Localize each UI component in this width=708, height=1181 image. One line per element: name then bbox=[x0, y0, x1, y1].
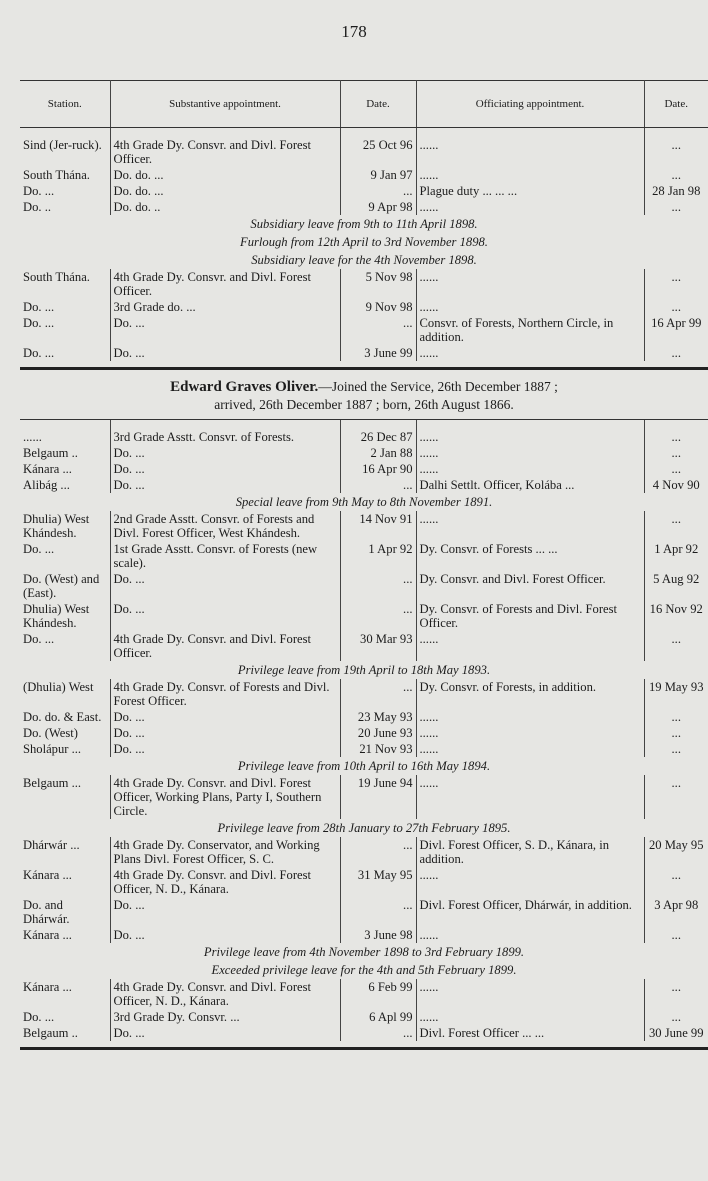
table-row bbox=[20, 445, 708, 461]
substantive-cell: Do. ... bbox=[110, 345, 340, 361]
officiating-date-cell: ... bbox=[671, 446, 681, 460]
leave-note-text: Special leave from 9th May to 8th November 1891. bbox=[235, 495, 493, 509]
substantive-cell: Do. ... bbox=[110, 477, 340, 493]
station-cell: South Thána. bbox=[20, 167, 110, 183]
date-cell: 31 May 95 bbox=[340, 867, 416, 897]
service-record bbox=[20, 80, 708, 1058]
officiating-cell: ...... bbox=[416, 345, 644, 361]
officiating-date-cell: ... bbox=[671, 632, 681, 646]
date-cell: ... bbox=[340, 315, 416, 345]
officiating-cell: ...... bbox=[416, 867, 644, 897]
substantive-cell: 4th Grade Dy. Consvr. of Forests and Divl. Forest Officer. bbox=[110, 679, 340, 709]
officiating-cell: ...... bbox=[416, 420, 644, 445]
officiating-date-cell: 20 May 95 bbox=[648, 838, 704, 852]
officiating-date-cell: ... bbox=[671, 200, 681, 214]
station-cell: Do. (West) and (East). bbox=[20, 571, 110, 601]
section1-body bbox=[20, 128, 708, 362]
substantive-cell: 3rd Grade Dy. Consvr. ... bbox=[110, 1009, 340, 1025]
officiating-date-cell: ... bbox=[671, 742, 681, 756]
officiating-date-cell: ... bbox=[671, 980, 681, 994]
table-row bbox=[20, 183, 708, 199]
officiating-cell: ...... bbox=[416, 1009, 644, 1025]
date-cell: 23 May 93 bbox=[340, 709, 416, 725]
header-date: Date. bbox=[340, 81, 416, 128]
officiating-cell: ...... bbox=[416, 927, 644, 943]
date-cell: 25 Oct 96 bbox=[340, 128, 416, 168]
substantive-cell: Do. ... bbox=[110, 725, 340, 741]
leave-note bbox=[20, 233, 708, 251]
substantive-cell: Do. do. .. bbox=[110, 199, 340, 215]
station-cell: Do. ... bbox=[20, 299, 110, 315]
station-cell: Do. ... bbox=[20, 541, 110, 571]
substantive-cell: 2nd Grade Asstt. Consvr. of Forests and Divl. Forest Officer, West Khándesh. bbox=[110, 511, 340, 541]
substantive-cell: Do. ... bbox=[110, 315, 340, 345]
station-cell: Sind (Jer-ruck). bbox=[20, 128, 110, 168]
substantive-cell: Do. ... bbox=[110, 709, 340, 725]
station-cell: Dhulia) West Khándesh. bbox=[20, 511, 110, 541]
officiating-date-cell: 30 June 99 bbox=[648, 1026, 704, 1040]
officiating-cell: ...... bbox=[416, 167, 644, 183]
table-row bbox=[20, 979, 708, 1009]
date-cell: 14 Nov 91 bbox=[340, 511, 416, 541]
officiating-cell: ...... bbox=[416, 199, 644, 215]
section-divider bbox=[20, 367, 708, 370]
station-cell: Do. do. & East. bbox=[20, 709, 110, 725]
station-cell: (Dhulia) West bbox=[20, 679, 110, 709]
header-officiating: Officiating appointment. bbox=[416, 81, 644, 128]
table-row bbox=[20, 541, 708, 571]
date-cell: 20 June 93 bbox=[340, 725, 416, 741]
station-cell: Do. ... bbox=[20, 345, 110, 361]
section2-body bbox=[20, 420, 708, 1041]
table-row bbox=[20, 299, 708, 315]
leave-note bbox=[20, 819, 708, 837]
page-number: 178 bbox=[341, 22, 367, 41]
table-row bbox=[20, 477, 708, 493]
officiating-date-cell: ... bbox=[671, 512, 681, 526]
date-cell: 6 Apl 99 bbox=[340, 1009, 416, 1025]
officiating-cell: Dy. Consvr. of Forests and Divl. Forest Officer. bbox=[416, 601, 644, 631]
date-cell: 9 Jan 97 bbox=[340, 167, 416, 183]
officiating-cell: ...... bbox=[416, 511, 644, 541]
date-cell: ... bbox=[340, 571, 416, 601]
date-cell: 6 Feb 99 bbox=[340, 979, 416, 1009]
officiating-date-cell: ... bbox=[671, 300, 681, 314]
substantive-cell: Do. ... bbox=[110, 571, 340, 601]
officiating-cell: Dy. Consvr. of Forests, in addition. bbox=[416, 679, 644, 709]
officiating-date-cell: ... bbox=[671, 868, 681, 882]
leave-note bbox=[20, 757, 708, 775]
leave-note-text: Exceeded privilege leave for the 4th and 5th February 1899. bbox=[211, 963, 517, 977]
officiating-date-cell: 4 Nov 90 bbox=[652, 478, 700, 492]
station-cell: Kánara ... bbox=[20, 927, 110, 943]
station-cell: Do. .. bbox=[20, 199, 110, 215]
officiating-date-cell: 1 Apr 92 bbox=[654, 542, 699, 556]
officiating-date-cell: ... bbox=[671, 430, 681, 444]
table-row bbox=[20, 867, 708, 897]
station-cell: Do. ... bbox=[20, 183, 110, 199]
officiating-cell: ...... bbox=[416, 445, 644, 461]
officiating-date-cell: ... bbox=[671, 168, 681, 182]
header-substantive: Substantive appointment. bbox=[110, 81, 340, 128]
officiating-date-cell: 16 Apr 99 bbox=[651, 316, 702, 330]
date-cell: ... bbox=[340, 601, 416, 631]
bottom-rule bbox=[20, 1047, 708, 1050]
table-row bbox=[20, 1025, 708, 1041]
leave-note-text: Privilege leave from 19th April to 18th May 1893. bbox=[237, 663, 491, 677]
station-cell: Alibág ... bbox=[20, 477, 110, 493]
leave-note-text: Subsidiary leave from 9th to 11th April 1898. bbox=[250, 217, 478, 231]
leave-note-text: Subsidiary leave for the 4th November 1898. bbox=[251, 253, 477, 267]
officiating-cell: Consvr. of Forests, Northern Circle, in addition. bbox=[416, 315, 644, 345]
station-cell: Sholápur ... bbox=[20, 741, 110, 757]
officiating-date-cell: ... bbox=[671, 776, 681, 790]
officiating-date-cell: ... bbox=[671, 928, 681, 942]
officiating-date-cell: ... bbox=[671, 726, 681, 740]
date-cell: 26 Dec 87 bbox=[340, 420, 416, 445]
table-row bbox=[20, 167, 708, 183]
officiating-cell: Divl. Forest Officer, Dhárwár, in addition. bbox=[416, 897, 644, 927]
date-cell: ... bbox=[340, 183, 416, 199]
date-cell: ... bbox=[340, 837, 416, 867]
officer-details-1: —Joined the Service, 26th December 1887 ; bbox=[318, 379, 558, 394]
leave-note bbox=[20, 215, 708, 233]
table-row bbox=[20, 345, 708, 361]
date-cell: ... bbox=[340, 477, 416, 493]
officiating-date-cell: 3 Apr 98 bbox=[654, 898, 699, 912]
table-row bbox=[20, 571, 708, 601]
date-cell: 5 Nov 98 bbox=[340, 269, 416, 299]
station-cell: Kánara ... bbox=[20, 867, 110, 897]
leave-note bbox=[20, 961, 708, 979]
officiating-cell: Divl. Forest Officer, S. D., Kánara, in addition. bbox=[416, 837, 644, 867]
table-row bbox=[20, 315, 708, 345]
officiating-cell: ...... bbox=[416, 299, 644, 315]
officiating-date-cell: ... bbox=[671, 138, 681, 152]
station-cell: Kánara ... bbox=[20, 979, 110, 1009]
table-row bbox=[20, 775, 708, 819]
column-headers bbox=[20, 81, 708, 128]
substantive-cell: 4th Grade Dy. Consvr. and Divl. Forest Officer, N. D., Kánara. bbox=[110, 979, 340, 1009]
table-row bbox=[20, 741, 708, 757]
service-table-1 bbox=[20, 80, 708, 361]
date-cell: 16 Apr 90 bbox=[340, 461, 416, 477]
station-cell: South Thána. bbox=[20, 269, 110, 299]
substantive-cell: 1st Grade Asstt. Consvr. of Forests (new scale). bbox=[110, 541, 340, 571]
officiating-cell: Dalhi Settlt. Officer, Kolába ... bbox=[416, 477, 644, 493]
officer-details-2: arrived, 26th December 1887 ; born, 26th August 1866. bbox=[214, 397, 514, 412]
officiating-cell: ...... bbox=[416, 461, 644, 477]
officiating-cell: ...... bbox=[416, 128, 644, 168]
table-row bbox=[20, 199, 708, 215]
leave-note-text: Furlough from 12th April to 3rd November 1898. bbox=[240, 235, 488, 249]
officiating-date-cell: 5 Aug 92 bbox=[653, 572, 700, 586]
station-cell: Do. ... bbox=[20, 631, 110, 661]
substantive-cell: 4th Grade Dy. Consvr. and Divl. Forest Officer. bbox=[110, 128, 340, 168]
date-cell: 9 Nov 98 bbox=[340, 299, 416, 315]
officiating-date-cell: ... bbox=[671, 710, 681, 724]
station-cell: Dhulia) West Khándesh. bbox=[20, 601, 110, 631]
table-row bbox=[20, 897, 708, 927]
officiating-cell: ...... bbox=[416, 979, 644, 1009]
officiating-date-cell: ... bbox=[671, 1010, 681, 1024]
leave-note-text: Privilege leave from 28th January to 27th February 1895. bbox=[217, 821, 511, 835]
officiating-cell: ...... bbox=[416, 725, 644, 741]
table-row bbox=[20, 601, 708, 631]
table-row bbox=[20, 511, 708, 541]
officiating-cell: Plague duty ... ... ... bbox=[416, 183, 644, 199]
substantive-cell: 4th Grade Dy. Consvr. and Divl. Forest Officer, N. D., Kánara. bbox=[110, 867, 340, 897]
table-row bbox=[20, 837, 708, 867]
leave-note-text: Privilege leave from 10th April to 16th May 1894. bbox=[237, 759, 491, 773]
table-row bbox=[20, 128, 708, 168]
substantive-cell: Do. ... bbox=[110, 927, 340, 943]
substantive-cell: 3rd Grade do. ... bbox=[110, 299, 340, 315]
substantive-cell: 4th Grade Dy. Consvr. and Divl. Forest Officer. bbox=[110, 269, 340, 299]
officiating-date-cell: 28 Jan 98 bbox=[652, 184, 701, 198]
station-cell: Do. ... bbox=[20, 315, 110, 345]
table-row bbox=[20, 461, 708, 477]
station-cell: Belgaum ... bbox=[20, 775, 110, 819]
substantive-cell: 4th Grade Dy. Consvr. and Divl. Forest Officer. bbox=[110, 631, 340, 661]
header-officiating-date: Date. bbox=[644, 81, 708, 128]
officiating-cell: ...... bbox=[416, 709, 644, 725]
station-cell: Belgaum .. bbox=[20, 1025, 110, 1041]
officer-name: Edward Graves Oliver. bbox=[170, 379, 319, 395]
date-cell: 19 June 94 bbox=[340, 775, 416, 819]
table-row bbox=[20, 1009, 708, 1025]
officiating-cell: ...... bbox=[416, 631, 644, 661]
substantive-cell: Do. do. ... bbox=[110, 183, 340, 199]
station-cell: ...... bbox=[20, 420, 110, 445]
table-row bbox=[20, 679, 708, 709]
table-row bbox=[20, 725, 708, 741]
leave-note-text: Privilege leave from 4th November 1898 to 3rd February 1899. bbox=[203, 945, 525, 959]
table-row bbox=[20, 420, 708, 445]
substantive-cell: Do. ... bbox=[110, 1025, 340, 1041]
date-cell: 2 Jan 88 bbox=[340, 445, 416, 461]
leave-note bbox=[20, 251, 708, 269]
leave-note bbox=[20, 493, 708, 511]
officiating-date-cell: 16 Nov 92 bbox=[649, 602, 703, 616]
officiating-cell: Dy. Consvr. of Forests ... ... bbox=[416, 541, 644, 571]
officiating-date-cell: ... bbox=[671, 462, 681, 476]
table-row bbox=[20, 927, 708, 943]
station-cell: Do. and Dhárwár. bbox=[20, 897, 110, 927]
service-table-2 bbox=[20, 420, 708, 1041]
date-cell: ... bbox=[340, 679, 416, 709]
date-cell: 9 Apr 98 bbox=[340, 199, 416, 215]
date-cell: 3 June 98 bbox=[340, 927, 416, 943]
station-cell: Belgaum .. bbox=[20, 445, 110, 461]
substantive-cell: 3rd Grade Asstt. Consvr. of Forests. bbox=[110, 420, 340, 445]
date-cell: 3 June 99 bbox=[340, 345, 416, 361]
officer-heading bbox=[20, 378, 708, 413]
officiating-cell: ...... bbox=[416, 269, 644, 299]
table-row bbox=[20, 269, 708, 299]
officiating-date-cell: ... bbox=[671, 270, 681, 284]
substantive-cell: Do. do. ... bbox=[110, 167, 340, 183]
date-cell: 1 Apr 92 bbox=[340, 541, 416, 571]
station-cell: Kánara ... bbox=[20, 461, 110, 477]
date-cell: ... bbox=[340, 1025, 416, 1041]
table-row bbox=[20, 709, 708, 725]
substantive-cell: Do. ... bbox=[110, 601, 340, 631]
substantive-cell: Do. ... bbox=[110, 897, 340, 927]
station-cell: Do. ... bbox=[20, 1009, 110, 1025]
station-cell: Do. (West) bbox=[20, 725, 110, 741]
officiating-cell: Dy. Consvr. and Divl. Forest Officer. bbox=[416, 571, 644, 601]
substantive-cell: 4th Grade Dy. Conservator, and Working Plans Divl. Forest Officer, S. C. bbox=[110, 837, 340, 867]
officiating-cell: ...... bbox=[416, 741, 644, 757]
table-row bbox=[20, 631, 708, 661]
officiating-date-cell: ... bbox=[671, 346, 681, 360]
leave-note bbox=[20, 943, 708, 961]
substantive-cell: Do. ... bbox=[110, 445, 340, 461]
date-cell: ... bbox=[340, 897, 416, 927]
substantive-cell: Do. ... bbox=[110, 741, 340, 757]
substantive-cell: Do. ... bbox=[110, 461, 340, 477]
officiating-cell: ...... bbox=[416, 775, 644, 819]
officiating-cell: Divl. Forest Officer ... ... bbox=[416, 1025, 644, 1041]
leave-note bbox=[20, 661, 708, 679]
substantive-cell: 4th Grade Dy. Consvr. and Divl. Forest Officer, Working Plans, Party I, Southern Circle. bbox=[110, 775, 340, 819]
date-cell: 21 Nov 93 bbox=[340, 741, 416, 757]
date-cell: 30 Mar 93 bbox=[340, 631, 416, 661]
header-station: Station. bbox=[20, 81, 110, 128]
officiating-date-cell: 19 May 93 bbox=[648, 680, 704, 694]
station-cell: Dhárwár ... bbox=[20, 837, 110, 867]
